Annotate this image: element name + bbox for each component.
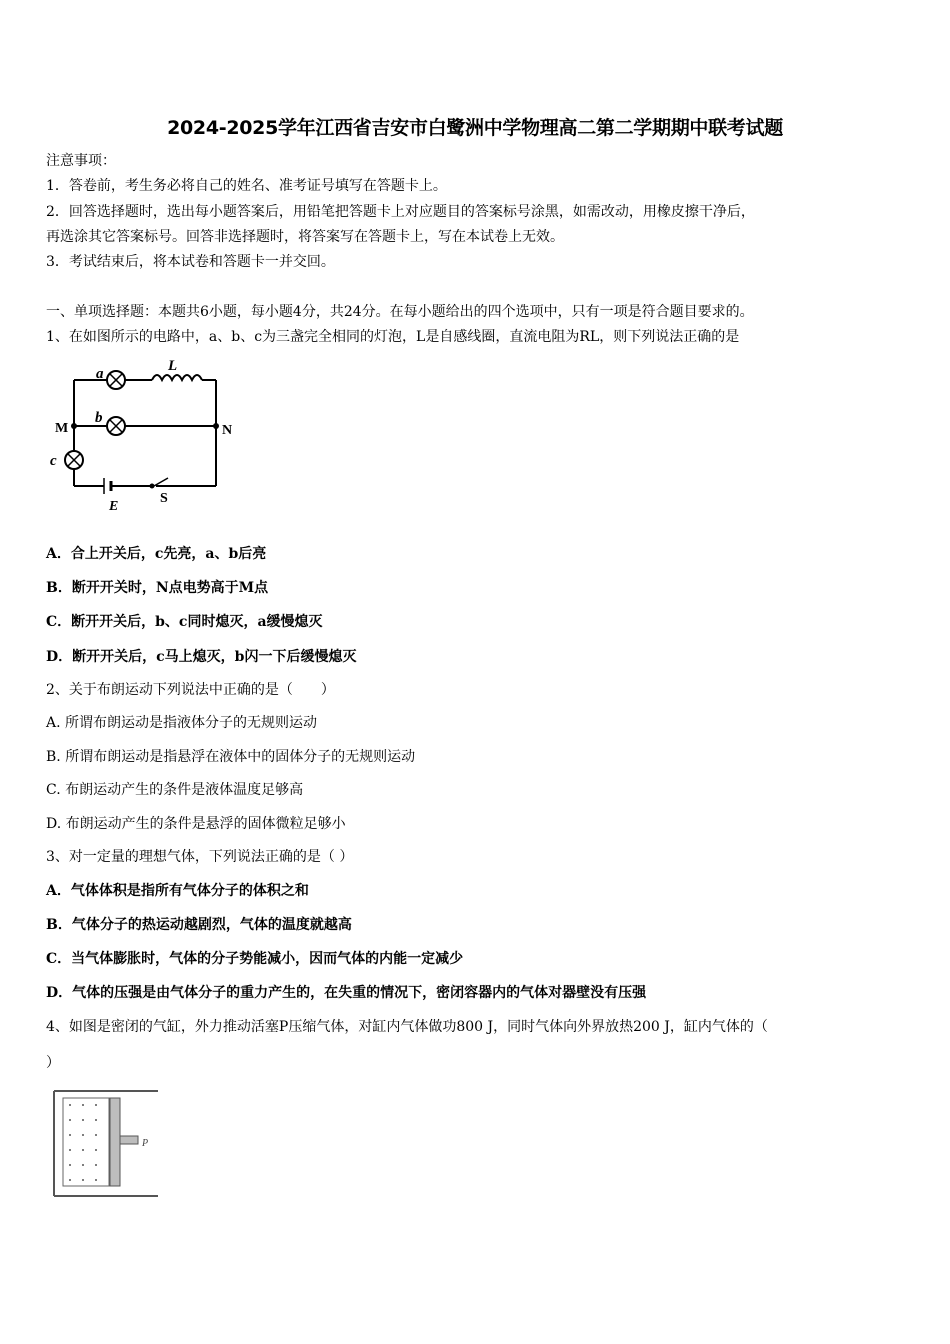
question-2-stem: 2、关于布朗运动下列说法中正确的是（ ） (46, 682, 335, 698)
question-3-option: C．当气体膨胀时，气体的分子势能减小，因而气体的内能一定减少 (46, 951, 464, 967)
section-heading: 一、单项选择题：本题共6小题，每小题4分，共24分。在每小题给出的四个选项中，只有一项是符合题目要求的。 (46, 304, 754, 320)
question-3-option: D．气体的压强是由气体分子的重力产生的，在失重的情况下，密闭容器内的气体对器壁没有压强 (46, 985, 647, 1001)
question-2-option: B. 所谓布朗运动是指悬浮在液体中的固体分子的无规则运动 (46, 749, 416, 765)
switch-label: S (160, 491, 168, 506)
question-1-stem: 1、在如图所示的电路中，a、b、c为三盏完全相同的灯泡，L是自感线圈，直流电阻为RL，则下列说法正确的是 (46, 329, 740, 345)
cylinder-diagram (50, 1088, 170, 1200)
notice-item: 3．考试结束后，将本试卷和答题卡一并交回。 (46, 254, 335, 270)
question-1-option: D．断开开关后，c马上熄灭，b闪一下后缓慢熄灭 (46, 649, 357, 665)
battery-label: E (109, 499, 119, 514)
question-1-option: C．断开开关后，b、c同时熄灭，a缓慢熄灭 (46, 614, 323, 630)
question-2-option: D. 布朗运动产生的条件是悬浮的固体微粒足够小 (46, 816, 346, 832)
node-m-label: M (55, 421, 69, 436)
node-n-label: N (222, 423, 233, 438)
notice-item: 1．答卷前，考生务必将自己的姓名、准考证号填写在答题卡上。 (46, 178, 447, 194)
question-4-stem-continued: ） (46, 1055, 60, 1071)
lamp-b-label: b (95, 410, 103, 426)
circuit-diagram (44, 358, 244, 518)
question-3-stem: 3、对一定量的理想气体，下列说法正确的是（ ） (46, 849, 354, 865)
notice-heading: 注意事项： (46, 153, 116, 169)
question-1-option: B．断开开关时，N点电势高于M点 (46, 580, 269, 596)
question-3-option: A．气体体积是指所有气体分子的体积之和 (46, 883, 309, 899)
question-2-option: A. 所谓布朗运动是指液体分子的无规则运动 (46, 715, 318, 731)
question-1-option: A．合上开关后，c先亮，a、b后亮 (46, 546, 267, 562)
inductor-label: L (168, 358, 178, 374)
lamp-c-label: c (50, 453, 57, 469)
question-4-stem: 4、如图是密闭的气缸，外力推动活塞P压缩气体，对缸内气体做功800 J，同时气体向外界放热200 J，缸内气体的（ (46, 1019, 768, 1035)
page-title: 2024-2025学年江西省吉安市白鹭洲中学物理高二第二学期期中联考试题 (167, 117, 783, 139)
notice-item: 2．回答选择题时，选出每小题答案后，用铅笔把答题卡上对应题目的答案标号涂黑，如需改动，用橡皮擦干净后， (46, 204, 755, 220)
question-2-option: C. 布朗运动产生的条件是液体温度足够高 (46, 782, 304, 798)
lamp-a-label: a (96, 366, 104, 382)
piston-label: P (142, 1138, 149, 1149)
question-3-option: B．气体分子的热运动越剧烈，气体的温度就越高 (46, 917, 352, 933)
notice-item: 再选涂其它答案标号。回答非选择题时，将答案写在答题卡上，写在本试卷上无效。 (46, 229, 564, 245)
